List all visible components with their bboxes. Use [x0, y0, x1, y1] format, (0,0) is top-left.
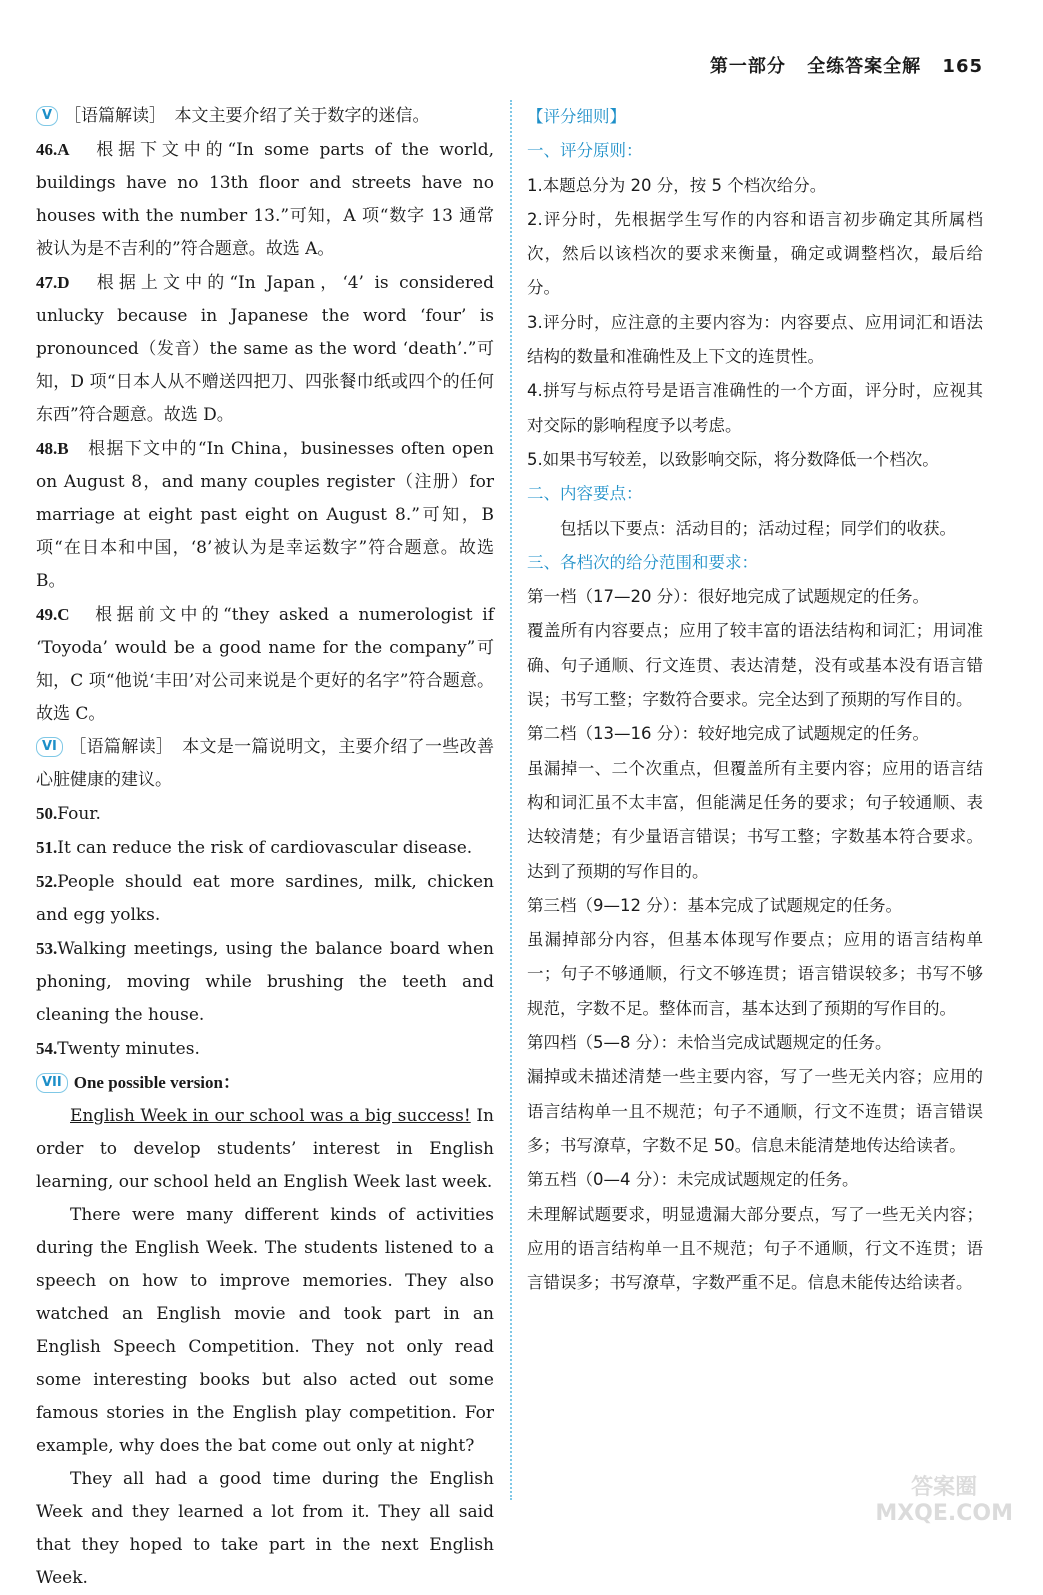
- grade-2-title: 第二档（13—16 分）：较好地完成了试题规定的任务。: [527, 724, 929, 744]
- section-v-intro-text: ［语篇解读］ 本文主要介绍了关于数字的迷信。: [64, 106, 430, 126]
- answer-51: [36, 831, 494, 865]
- answer-50-number: 50.: [36, 804, 58, 823]
- essay-paragraph-1: [36, 1100, 494, 1199]
- grade-1-title: 第一档（17—20 分）：很好地完成了试题规定的任务。: [527, 587, 929, 607]
- rubric-content-points: 包括以下要点：活动目的；活动过程；同学们的收获。: [560, 518, 956, 538]
- section-vi-intro-text: ［语篇解读］ 本文是一篇说明文，主要介绍了一些改善心脏健康的建议。: [36, 737, 494, 790]
- section-vi-badge: VI: [36, 737, 63, 757]
- answer-54-text: Twenty minutes.: [57, 1039, 200, 1059]
- answer-54-number: 54.: [36, 1039, 58, 1058]
- grade-4-text: 漏掉或未描述清楚一些主要内容，写了一些无关内容；应用的语言结构单一且不规范；句子不通顺，行文不连贯；语言错误多；书写潦草，字数不足 50。信息未能清楚地传达给读者。: [527, 1067, 983, 1155]
- answer-48: [36, 432, 494, 598]
- answer-52-text: People should eat more sardines, milk, chicken and egg yolks.: [36, 872, 494, 925]
- header-part: 第一部分: [709, 56, 786, 77]
- answer-50: [36, 797, 494, 831]
- rubric-principle-1: 1.本题总分为 20 分，按 5 个档次给分。: [527, 175, 827, 195]
- rubric-section-1-heading: 一、评分原则：: [527, 141, 643, 161]
- answer-47-text: 根据上文中的“In Japan，‘4’ is considered unlucky because in Japanese the word ‘four’ is pronounced（发音）the same as the word ‘death’.”可知，D 项“日本人从不赠送四把刀、四张餐巾纸或四个的任何东西”符合题意。故选 D。: [36, 273, 494, 425]
- rubric-principle-5: 5.如果书写较差，以致影响交际，将分数降低一个档次。: [527, 449, 939, 469]
- column-divider: [510, 100, 512, 1500]
- section-vii-label: One possible version：: [73, 1073, 240, 1092]
- answer-47-number: 47.D: [36, 273, 70, 292]
- grade-3-title: 第三档（9—12 分）：基本完成了试题规定的任务。: [527, 895, 902, 915]
- section-vi-intro: [36, 731, 494, 797]
- page-header: [710, 52, 983, 78]
- grade-2-text: 虽漏掉一、二个次重点，但覆盖所有主要内容；应用的语言结构和词汇虽不太丰富，但能满足任务的要求；句子较通顺、表达较清楚；有少量语言错误；书写工整；字数基本符合要求。达到了预期的写作目的。: [527, 758, 983, 881]
- answer-51-number: 51.: [36, 838, 58, 857]
- answer-49: [36, 598, 494, 731]
- rubric-section-3-heading: 三、各档次的给分范围和要求：: [527, 552, 758, 572]
- page-number: 165: [942, 56, 983, 77]
- left-column: [36, 100, 494, 1595]
- grade-5-text: 未理解试题要求，明显遗漏大部分要点，写了一些无关内容；应用的语言结构单一且不规范；句子不通顺，行文不连贯；语言错误多；书写潦草，字数严重不足。信息未能传达给读者。: [527, 1204, 983, 1293]
- rubric-title: 【评分细则】: [527, 107, 626, 126]
- essay-title: English Week in our school was a big success!: [70, 1106, 471, 1126]
- answer-50-text: Four.: [57, 804, 101, 824]
- answer-52-number: 52.: [36, 872, 58, 891]
- answer-51-text: It can reduce the risk of cardiovascular disease.: [57, 838, 473, 858]
- section-vii-intro: [36, 1066, 494, 1100]
- answer-53: [36, 932, 494, 1032]
- answer-48-text: 根据下文中的“In China，businesses often open on August 8，and many couples register（注册）for marriage at eight past eight on August 8.”可知，B 项“在日本和中国，‘8’被认为是幸运数字”符合题意。故选 B。: [36, 439, 494, 591]
- answer-53-text: Walking meetings, using the balance board when phoning, moving while brushing the teeth and cleaning the house.: [36, 939, 494, 1025]
- grade-4-title: 第四档（5—8 分）：未恰当完成试题规定的任务。: [527, 1033, 892, 1053]
- answer-46-text: 根据下文中的“In some parts of the world, buildings have no 13th floor and streets have no houses with the number 13.”可知，A 项“数字 13 通常被认为是不吉利的”符合题意。故选 A。: [36, 140, 495, 259]
- answer-46: [36, 133, 494, 266]
- rubric-principle-3: 3.评分时，应注意的主要内容为：内容要点、应用词汇和语法结构的数量和准确性及上下文的连贯性。: [527, 312, 983, 367]
- grade-3-text: 虽漏掉部分内容，但基本体现写作要点；应用的语言结构单一；句子不够通顺，行文不够连贯；语言错误较多；书写不够规范，字数不足。整体而言，基本达到了预期的写作目的。: [527, 930, 983, 1018]
- answer-46-number: 46.A: [36, 140, 70, 159]
- section-vii-badge: VII: [36, 1073, 68, 1093]
- answer-47: [36, 266, 494, 432]
- essay-paragraph-2: There were many different kinds of activities during the English Week. The students listened to a speech on how to improve memories. They also watched an English movie and took part in an English Speech Competition. They not only read some interesting books but also acted out some famous stories in the English play competition. For example, why does the bat come out only at night?: [36, 1205, 494, 1456]
- rubric-principle-2: 2.评分时，先根据学生写作的内容和语言初步确定其所属档次，然后以该档次的要求来衡量，确定或调整档次，最后给分。: [527, 209, 983, 298]
- rubric-principle-4: 4.拼写与标点符号是语言准确性的一个方面，评分时，应视其对交际的影响程度予以考虑。: [527, 381, 983, 435]
- essay-paragraph-1-text: In order to develop students’ interest in English learning, our school held an English Week last week.: [36, 1106, 494, 1192]
- answer-48-number: 48.B: [36, 439, 69, 458]
- answer-53-number: 53.: [36, 939, 58, 958]
- answer-49-number: 49.C: [36, 605, 70, 624]
- grade-5-title: 第五档（0—4 分）：未完成试题规定的任务。: [527, 1170, 859, 1190]
- grade-1-text: 覆盖所有内容要点；应用了较丰富的语法结构和词汇；用词准确、句子通顺、行文连贯、表达清楚，没有或基本没有语言错误；书写工整；字数符合要求。完全达到了预期的写作目的。: [527, 621, 983, 710]
- section-v-intro: [36, 100, 494, 133]
- watermark-line-2: MXQE.COM: [875, 1501, 1013, 1526]
- watermark-logo: [875, 1470, 1013, 1526]
- essay-paragraph-3: They all had a good time during the English Week and they learned a lot from it. They all said that they hoped to take part in the next English Week.: [36, 1469, 494, 1588]
- answer-54: [36, 1032, 494, 1066]
- right-column: [527, 100, 983, 1300]
- section-v-badge: V: [36, 106, 58, 126]
- answer-49-text: 根据前文中的“they asked a numerologist if ‘Toyoda’ would be a good name for the company”可知，C 项“他说‘丰田’对公司来说是个更好的名字”符合题意。故选 C。: [36, 605, 494, 724]
- header-section: 全练答案全解: [807, 56, 922, 77]
- answer-52: [36, 865, 494, 932]
- rubric-section-2-heading: 二、内容要点：: [527, 484, 643, 504]
- watermark-line-1: 答案圈: [911, 1475, 978, 1500]
